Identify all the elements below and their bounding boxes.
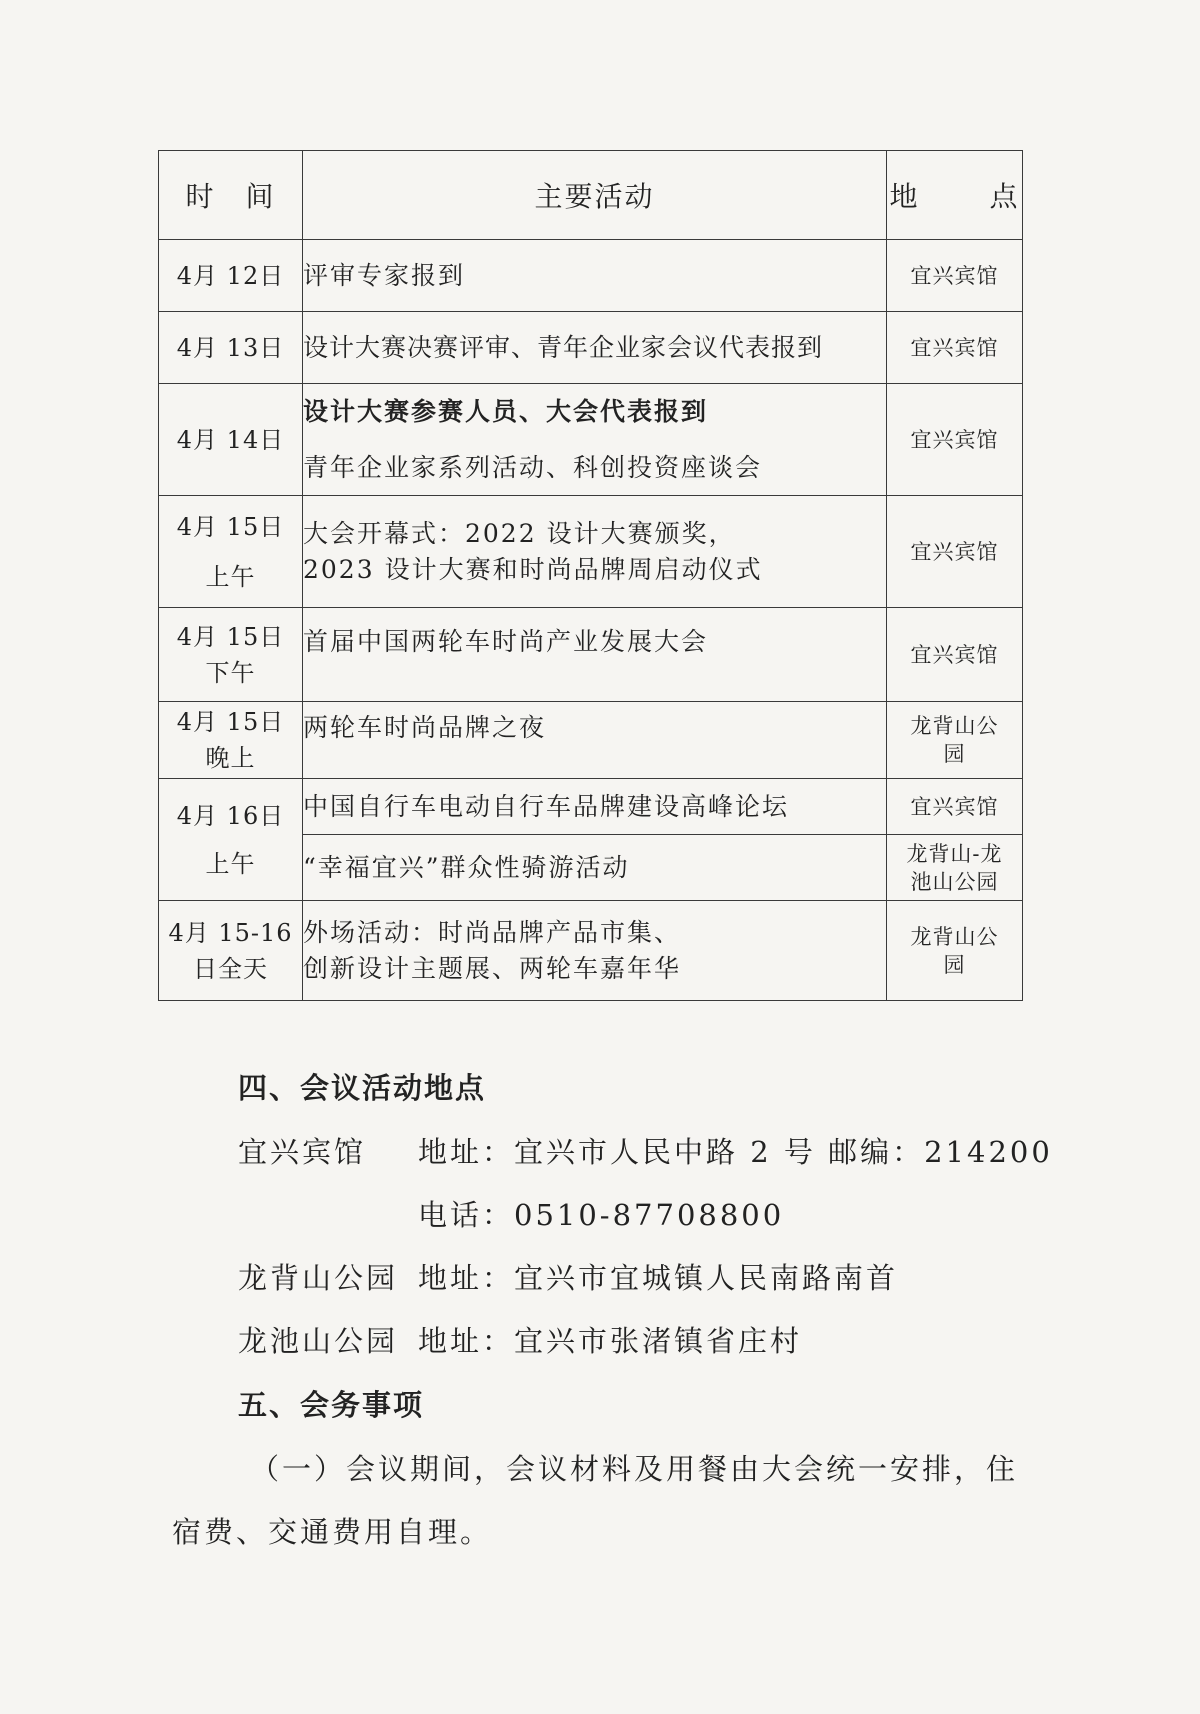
section-5-title: 五、会务事项 xyxy=(238,1388,425,1422)
row-date xyxy=(159,901,303,1001)
row-date xyxy=(159,496,303,608)
row-date-line: 上午 xyxy=(205,562,256,591)
table-row xyxy=(159,779,1023,835)
row-activity: 首届中国两轮车时尚产业发展大会 xyxy=(303,608,887,702)
row-activity xyxy=(303,901,887,1001)
row-date-line: 下午 xyxy=(205,658,256,687)
venue-phone: 电话：0510-87708800 xyxy=(418,1198,785,1232)
table-row xyxy=(159,384,1023,496)
row-place xyxy=(887,835,1023,901)
row-place xyxy=(887,702,1023,779)
section-4-title: 四、会议活动地点 xyxy=(238,1071,487,1105)
row-place-line: 龙背山公 xyxy=(910,714,999,738)
row-date-line: 上午 xyxy=(205,849,256,878)
row-activity-line: 创新设计主题展、两轮车嘉年华 xyxy=(303,953,682,983)
header-place: 地 点 xyxy=(887,151,1023,240)
venue-name: 龙池山公园 xyxy=(238,1324,399,1358)
row-activity: 中国自行车电动自行车品牌建设高峰论坛 xyxy=(303,779,887,835)
row-place: 宜兴宾馆 xyxy=(887,779,1023,835)
row-activity-line: 青年企业家系列活动、科创投资座谈会 xyxy=(303,452,763,482)
row-place-line: 园 xyxy=(943,952,966,977)
row-date-line: 4月 15-16 xyxy=(168,918,293,947)
paragraph-line: （一）会议期间，会议材料及用餐由大会统一安排，住 xyxy=(250,1452,1019,1486)
row-place: 宜兴宾馆 xyxy=(887,496,1023,608)
table-row xyxy=(159,496,1023,608)
row-date: 4月 13日 xyxy=(159,312,303,384)
row-place: 宜兴宾馆 xyxy=(887,240,1023,312)
row-date xyxy=(159,702,303,779)
row-date-line: 4月 15日 xyxy=(176,622,285,651)
header-time: 时 间 xyxy=(159,151,303,240)
row-date xyxy=(159,779,303,901)
venue-name: 龙背山公园 xyxy=(238,1261,399,1295)
venue-address: 地址：宜兴市人民中路 2 号 邮编：214200 xyxy=(418,1135,1053,1169)
row-activity-line: 外场活动：时尚品牌产品市集、 xyxy=(303,917,682,947)
row-place: 宜兴宾馆 xyxy=(887,384,1023,496)
row-place xyxy=(887,901,1023,1001)
header-activity: 主要活动 xyxy=(303,151,887,240)
row-activity: 设计大赛决赛评审、青年企业家会议代表报到 xyxy=(303,312,887,384)
table-row xyxy=(159,608,1023,702)
table-row xyxy=(159,901,1023,1001)
row-date-line: 4月 15日 xyxy=(176,512,285,541)
row-activity-bold: 设计大赛参赛人员、大会代表报到 xyxy=(303,396,709,426)
table-row xyxy=(159,312,1023,384)
paragraph-line: 宿费、交通费用自理。 xyxy=(172,1515,493,1549)
row-activity: 两轮车时尚品牌之夜 xyxy=(303,702,887,779)
row-place: 宜兴宾馆 xyxy=(887,608,1023,702)
venue-address: 地址：宜兴市张渚镇省庄村 xyxy=(418,1324,803,1358)
row-place-line: 池山公园 xyxy=(910,869,999,894)
table-header-row xyxy=(159,151,1023,240)
table-row xyxy=(159,240,1023,312)
row-activity-line: 大会开幕式：2022 设计大赛颁奖， xyxy=(303,518,736,548)
row-activity: “幸福宜兴”群众性骑游活动 xyxy=(303,835,887,901)
row-date-line: 日全天 xyxy=(193,954,268,983)
table-row xyxy=(159,702,1023,779)
row-date: 4月 14日 xyxy=(159,384,303,496)
row-date-line: 晚上 xyxy=(205,744,256,772)
row-activity xyxy=(303,496,887,608)
venue-name: 宜兴宾馆 xyxy=(238,1135,367,1169)
row-date xyxy=(159,608,303,702)
row-date-line: 4月 15日 xyxy=(176,708,285,736)
row-date-line: 4月 16日 xyxy=(176,801,285,830)
schedule-table xyxy=(158,150,1023,1001)
row-activity xyxy=(303,384,887,496)
row-activity: 评审专家报到 xyxy=(303,240,887,312)
venue-address: 地址：宜兴市宜城镇人民南路南首 xyxy=(418,1261,899,1295)
row-place: 宜兴宾馆 xyxy=(887,312,1023,384)
row-activity-line: 2023 设计大赛和时尚品牌周启动仪式 xyxy=(303,554,763,584)
row-date: 4月 12日 xyxy=(159,240,303,312)
row-place-line: 龙背山-龙 xyxy=(906,841,1003,866)
row-place-line: 园 xyxy=(943,742,966,766)
row-place-line: 龙背山公 xyxy=(910,924,999,949)
